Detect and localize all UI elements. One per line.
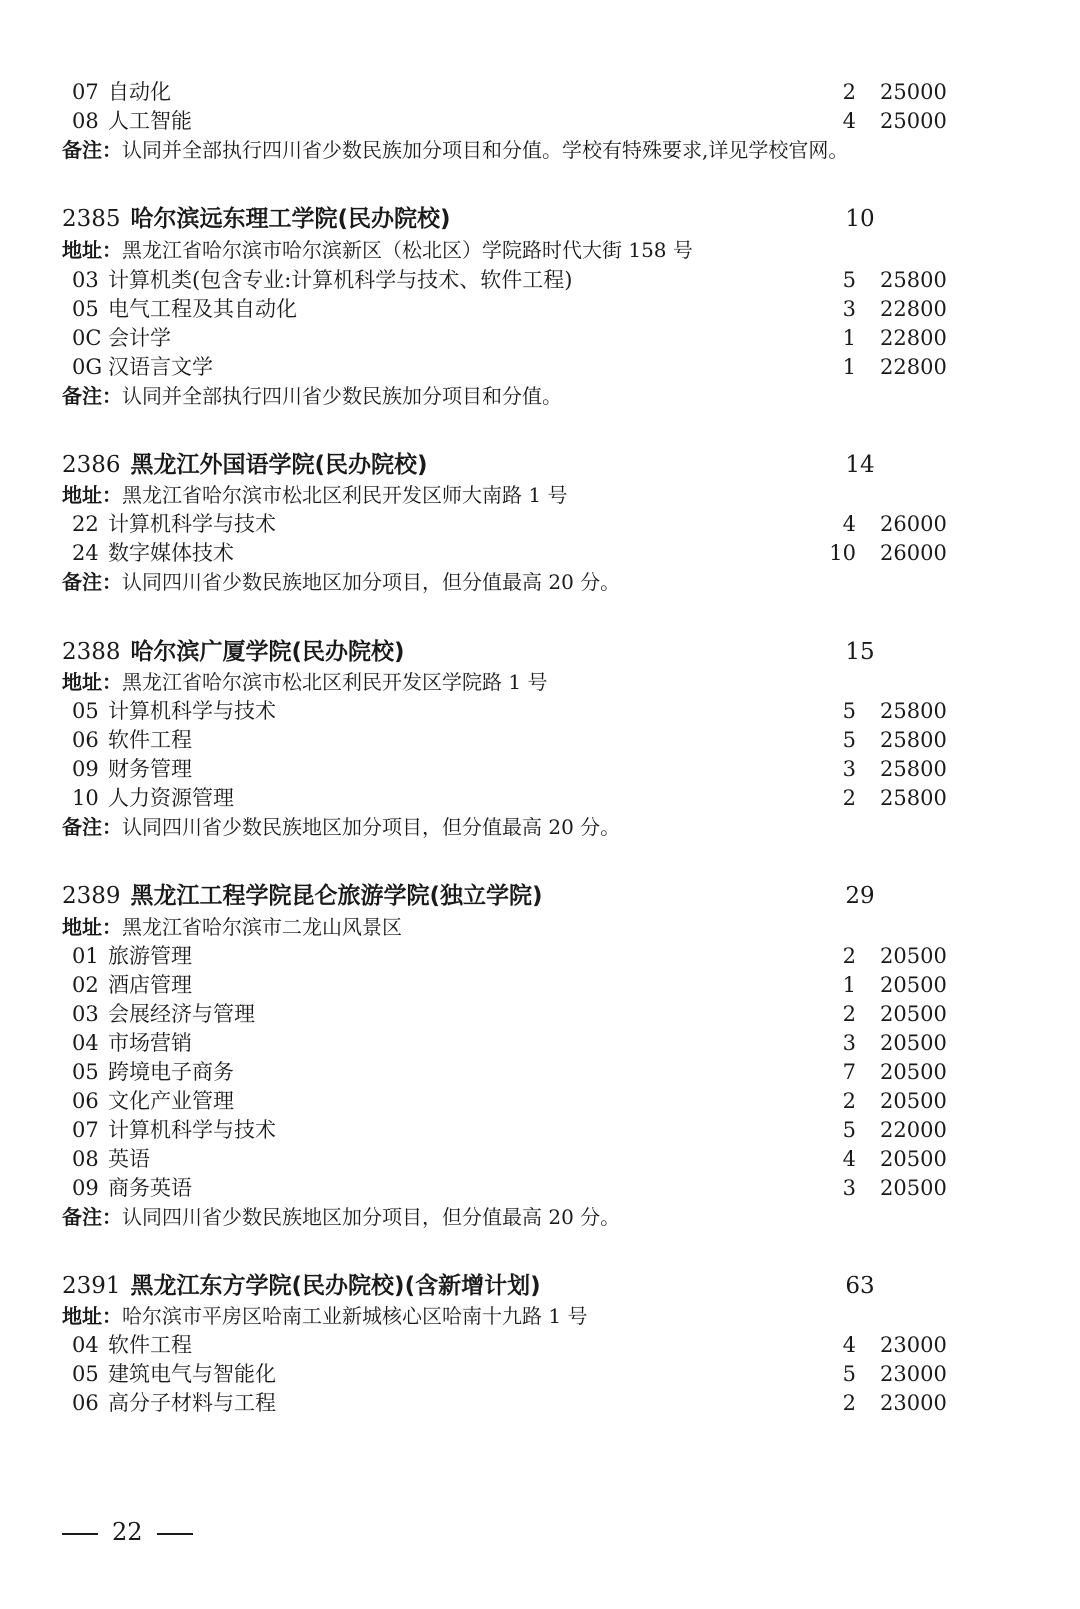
major-fee: 20500 [880, 1002, 947, 1026]
major-quota: 10 [829, 541, 856, 565]
major-row [0, 1116, 1000, 1145]
major-fee: 22800 [880, 297, 947, 321]
major-code: 01 [72, 944, 99, 968]
major-name: 计算机类(包含专业:计算机科学与技术、软件工程) [108, 268, 573, 292]
major-row [0, 539, 1000, 568]
major-code: 03 [72, 268, 99, 292]
major-row [0, 1145, 1000, 1174]
major-quota: 5 [842, 268, 856, 292]
major-code: 05 [72, 297, 99, 321]
major-fee: 25800 [880, 728, 947, 752]
major-row [0, 1389, 1000, 1418]
major-name: 会计学 [108, 326, 171, 350]
major-row [0, 266, 1000, 295]
major-fee: 20500 [880, 944, 947, 968]
major-row [0, 78, 1000, 107]
school-code: 2386 [62, 452, 121, 478]
school-code: 2391 [62, 1273, 121, 1299]
school-total: 29 [845, 883, 875, 909]
footer-dash-left [62, 1533, 98, 1535]
major-quota: 5 [842, 728, 856, 752]
major-row [0, 1331, 1000, 1360]
address-label: 地址： [62, 483, 122, 507]
note-text: 认同并全部执行四川省少数民族加分项目和分值。 [122, 384, 562, 408]
note-text: 认同四川省少数民族地区加分项目，但分值最高 20 分。 [122, 815, 621, 839]
major-fee: 20500 [880, 1176, 947, 1200]
school-name: 黑龙江外国语学院(民办院校) [130, 452, 428, 478]
school-header [62, 635, 962, 669]
major-name: 酒店管理 [108, 973, 192, 997]
major-quota: 3 [842, 297, 856, 321]
major-quota: 2 [842, 80, 856, 104]
major-fee: 20500 [880, 1060, 947, 1084]
major-name: 自动化 [108, 80, 171, 104]
major-row [0, 295, 1000, 324]
major-row [0, 324, 1000, 353]
school-header [62, 448, 962, 482]
address-text: 黑龙江省哈尔滨市松北区利民开发区师大南路 1 号 [122, 483, 568, 507]
major-quota: 1 [842, 973, 856, 997]
major-name: 数字媒体技术 [108, 541, 234, 565]
school-name: 哈尔滨远东理工学院(民办院校) [130, 206, 451, 232]
school-name: 黑龙江工程学院昆仑旅游学院(独立学院) [130, 883, 543, 909]
major-fee: 26000 [880, 512, 947, 536]
major-row [0, 510, 1000, 539]
school-header [62, 879, 962, 913]
address-text: 黑龙江省哈尔滨市哈尔滨新区（松北区）学院路时代大街 158 号 [122, 238, 693, 262]
major-row [0, 971, 1000, 1000]
major-name: 市场营销 [108, 1031, 192, 1055]
major-quota: 3 [842, 757, 856, 781]
address-line [62, 1302, 587, 1331]
major-fee: 22000 [880, 1118, 947, 1142]
major-fee: 25800 [880, 699, 947, 723]
major-row [0, 1087, 1000, 1116]
major-fee: 25800 [880, 757, 947, 781]
major-row [0, 755, 1000, 784]
major-name: 人工智能 [108, 109, 192, 133]
major-name: 计算机科学与技术 [108, 699, 276, 723]
address-text: 哈尔滨市平房区哈南工业新城核心区哈南十九路 1 号 [122, 1304, 588, 1328]
major-row [0, 1029, 1000, 1058]
major-code: 03 [72, 1002, 99, 1026]
note-line [62, 136, 848, 165]
major-code: 22 [72, 512, 99, 536]
major-quota: 2 [842, 1391, 856, 1415]
major-row [0, 942, 1000, 971]
note-label: 备注： [62, 384, 122, 408]
major-quota: 7 [842, 1060, 856, 1084]
major-code: 09 [72, 757, 99, 781]
note-text: 认同四川省少数民族地区加分项目，但分值最高 20 分。 [122, 570, 621, 594]
major-row [0, 726, 1000, 755]
address-text: 黑龙江省哈尔滨市松北区利民开发区学院路 1 号 [122, 670, 548, 694]
major-fee: 23000 [880, 1333, 947, 1357]
note-line [62, 382, 562, 411]
major-code: 09 [72, 1176, 99, 1200]
school-header [62, 202, 962, 236]
major-fee: 22800 [880, 326, 947, 350]
major-code: 04 [72, 1333, 99, 1357]
major-code: 07 [72, 1118, 99, 1142]
major-code: 08 [72, 109, 99, 133]
major-code: 05 [72, 699, 99, 723]
major-quota: 3 [842, 1176, 856, 1200]
address-text: 黑龙江省哈尔滨市二龙山风景区 [122, 915, 402, 939]
major-quota: 2 [842, 1002, 856, 1026]
note-text: 认同四川省少数民族地区加分项目，但分值最高 20 分。 [122, 1205, 621, 1229]
note-text: 认同并全部执行四川省少数民族加分项目和分值。学校有特殊要求,详见学校官网。 [122, 138, 849, 162]
major-fee: 25800 [880, 268, 947, 292]
major-row [0, 107, 1000, 136]
major-fee: 20500 [880, 1031, 947, 1055]
major-row [0, 1058, 1000, 1087]
major-code: 02 [72, 973, 99, 997]
school-name: 黑龙江东方学院(民办院校)(含新增计划) [130, 1273, 541, 1299]
page-footer [62, 1512, 193, 1552]
major-fee: 23000 [880, 1362, 947, 1386]
major-code: 07 [72, 80, 99, 104]
major-row [0, 697, 1000, 726]
major-code: 05 [72, 1362, 99, 1386]
major-quota: 2 [842, 944, 856, 968]
major-fee: 20500 [880, 1089, 947, 1113]
school-code: 2389 [62, 883, 121, 909]
major-quota: 5 [842, 1362, 856, 1386]
major-name: 财务管理 [108, 757, 192, 781]
major-quota: 1 [842, 326, 856, 350]
note-line [62, 568, 620, 597]
address-label: 地址： [62, 670, 122, 694]
school-total: 15 [845, 639, 875, 665]
major-row [0, 1000, 1000, 1029]
major-code: 06 [72, 1089, 99, 1113]
major-row [0, 1360, 1000, 1389]
major-quota: 4 [842, 109, 856, 133]
major-row [0, 784, 1000, 813]
address-line [62, 913, 402, 942]
address-line [62, 668, 547, 697]
major-name: 计算机科学与技术 [108, 512, 276, 536]
note-label: 备注： [62, 815, 122, 839]
major-code: 0C [72, 326, 102, 350]
major-name: 会展经济与管理 [108, 1002, 255, 1026]
major-name: 旅游管理 [108, 944, 192, 968]
school-total: 14 [845, 452, 875, 478]
major-name: 电气工程及其自动化 [108, 297, 297, 321]
major-row [0, 1174, 1000, 1203]
major-row [0, 353, 1000, 382]
major-quota: 1 [842, 355, 856, 379]
major-quota: 5 [842, 1118, 856, 1142]
school-header [62, 1269, 962, 1303]
page-number: 22 [112, 1518, 143, 1546]
school-total: 63 [845, 1273, 875, 1299]
major-name: 汉语言文学 [108, 355, 213, 379]
major-quota: 2 [842, 786, 856, 810]
major-fee: 23000 [880, 1391, 947, 1415]
major-code: 10 [72, 786, 99, 810]
major-name: 软件工程 [108, 1333, 192, 1357]
note-line [62, 813, 620, 842]
major-code: 04 [72, 1031, 99, 1055]
major-fee: 25000 [880, 80, 947, 104]
major-name: 建筑电气与智能化 [108, 1362, 276, 1386]
major-name: 高分子材料与工程 [108, 1391, 276, 1415]
major-quota: 4 [842, 1333, 856, 1357]
school-code: 2385 [62, 206, 121, 232]
address-line [62, 236, 693, 265]
major-name: 软件工程 [108, 728, 192, 752]
major-quota: 5 [842, 699, 856, 723]
major-code: 08 [72, 1147, 99, 1171]
major-name: 人力资源管理 [108, 786, 234, 810]
address-line [62, 481, 567, 510]
major-name: 商务英语 [108, 1176, 192, 1200]
address-label: 地址： [62, 238, 122, 262]
footer-dash-right [157, 1533, 193, 1535]
note-label: 备注： [62, 570, 122, 594]
address-label: 地址： [62, 1304, 122, 1328]
major-code: 24 [72, 541, 99, 565]
major-code: 06 [72, 728, 99, 752]
major-quota: 4 [842, 512, 856, 536]
major-quota: 3 [842, 1031, 856, 1055]
major-fee: 22800 [880, 355, 947, 379]
major-code: 06 [72, 1391, 99, 1415]
major-fee: 20500 [880, 1147, 947, 1171]
major-fee: 20500 [880, 973, 947, 997]
major-code: 0G [72, 355, 103, 379]
major-quota: 4 [842, 1147, 856, 1171]
school-total: 10 [845, 206, 875, 232]
major-name: 文化产业管理 [108, 1089, 234, 1113]
note-line [62, 1203, 620, 1232]
major-quota: 2 [842, 1089, 856, 1113]
address-label: 地址： [62, 915, 122, 939]
major-name: 英语 [108, 1147, 150, 1171]
school-code: 2388 [62, 639, 121, 665]
note-label: 备注： [62, 138, 122, 162]
school-name: 哈尔滨广厦学院(民办院校) [130, 639, 405, 665]
major-name: 计算机科学与技术 [108, 1118, 276, 1142]
major-fee: 26000 [880, 541, 947, 565]
major-fee: 25000 [880, 109, 947, 133]
major-code: 05 [72, 1060, 99, 1084]
note-label: 备注： [62, 1205, 122, 1229]
major-name: 跨境电子商务 [108, 1060, 234, 1084]
major-fee: 25800 [880, 786, 947, 810]
